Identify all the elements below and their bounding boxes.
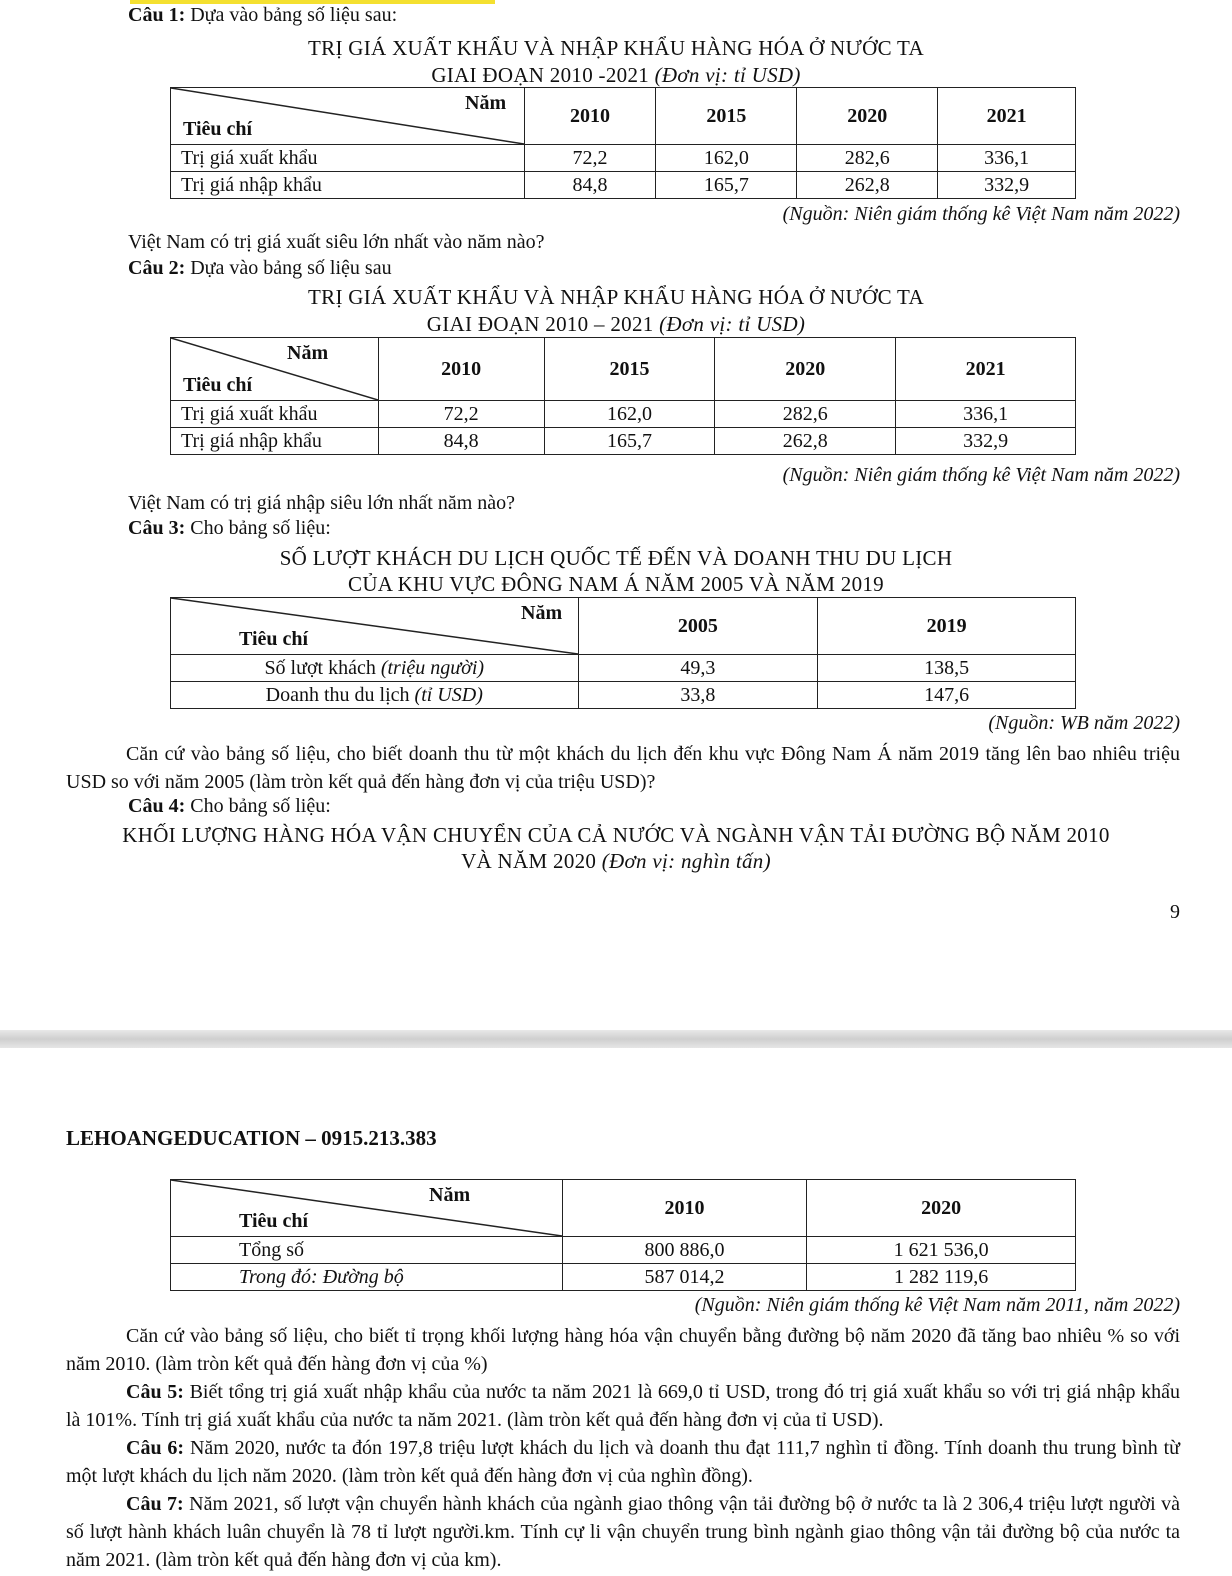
q3-table-subtitle: CỦA KHU VỰC ĐÔNG NAM Á NĂM 2005 VÀ NĂM 2019 bbox=[348, 572, 884, 596]
q2-table bbox=[170, 337, 1076, 455]
table-header-row bbox=[171, 1180, 1076, 1237]
q3-question: Căn cứ vào bảng số liệu, cho biết doanh thu từ một khách du lịch đến khu vực Đông Nam Á năm 2019 tăng lên bao nhiêu triệu USD so với năm 2005 (làm tròn kết quả đến hàng đơn vị của triệu USD)? bbox=[66, 743, 1180, 793]
q1-label: Câu 1: bbox=[128, 4, 186, 26]
year-header: 2020 bbox=[797, 88, 938, 145]
year-header: 2015 bbox=[656, 88, 797, 145]
q2-source: (Nguồn: Niên giám thống kê Việt Nam năm 2022) bbox=[782, 464, 1180, 486]
table-row: Trị giá xuất khẩu 72,2 162,0 282,6 336,1 bbox=[171, 401, 1076, 428]
q4-source: (Nguồn: Niên giám thống kê Việt Nam năm 2011, năm 2022) bbox=[694, 1294, 1180, 1316]
q5-paragraph: Câu 5: Biết tổng trị giá xuất nhập khẩu của nước ta năm 2021 là 669,0 tỉ USD, trong đó trị giá xuất khẩu so với trị giá nhập khẩu là 101%. Tính trị giá xuất khẩu của nước ta năm 2021. (làm tròn kết quả đến hàng đơn vị của tỉ USD). bbox=[66, 1381, 1180, 1431]
table-row: Trong đó: Đường bộ 587 014,2 1 282 119,6 bbox=[171, 1264, 1076, 1291]
year-header: 2010 bbox=[524, 88, 656, 145]
q3-source: (Nguồn: WB năm 2022) bbox=[988, 712, 1180, 734]
q6-paragraph: Câu 6: Năm 2020, nước ta đón 197,8 triệu lượt khách du lịch và doanh thu đạt 111,7 nghìn tỉ đồng. Tính doanh thu trung bình từ một lượt khách du lịch năm 2020. (làm tròn kết quả đến hàng đơn vị của nghìn đồng). bbox=[66, 1437, 1180, 1487]
year-header: 2020 bbox=[715, 338, 896, 401]
q1-intro-line bbox=[128, 4, 397, 27]
q4-intro-line: Câu 4: Cho bảng số liệu: bbox=[128, 795, 331, 817]
table-row: Trị giá xuất khẩu 72,2 162,0 282,6 336,1 bbox=[171, 145, 1076, 172]
table-row: Trị giá nhập khẩu 84,8 165,7 262,8 332,9 bbox=[171, 172, 1076, 199]
q1-table-subtitle: GIAI ĐOẠN 2010 -2021 (Đơn vị: tỉ USD) bbox=[431, 63, 801, 87]
q3-intro-line: Câu 3: Cho bảng số liệu: bbox=[128, 517, 331, 539]
year-header: 2010 bbox=[562, 1180, 807, 1237]
q3-table bbox=[170, 597, 1076, 709]
year-header: 2021 bbox=[896, 338, 1076, 401]
q2-table-subtitle: GIAI ĐOẠN 2010 – 2021 (Đơn vị: tỉ USD) bbox=[426, 312, 806, 336]
q2-intro-line: Câu 2: Dựa vào bảng số liệu sau bbox=[128, 257, 392, 279]
diagonal-header-cell: Năm Tiêu chí bbox=[171, 598, 579, 655]
diagonal-header-cell: Năm Tiêu chí bbox=[171, 338, 379, 401]
q3-table-title: SỐ LƯỢT KHÁCH DU LỊCH QUỐC TẾ ĐẾN VÀ DOANH THU DU LỊCH bbox=[279, 546, 953, 570]
year-header: 2010 bbox=[378, 338, 544, 401]
q4-question: Căn cứ vào bảng số liệu, cho biết tỉ trọng khối lượng hàng hóa vận chuyển bằng đường bộ năm 2020 đã tăng bao nhiêu % so với năm 2010. (làm tròn kết quả đến hàng đơn vị của %) bbox=[66, 1325, 1180, 1375]
q1-source: (Nguồn: Niên giám thống kê Việt Nam năm 2022) bbox=[782, 203, 1180, 225]
table-row: Doanh thu du lịch (tỉ USD) 33,8 147,6 bbox=[171, 682, 1076, 709]
q1-table bbox=[170, 87, 1076, 199]
year-header: 2021 bbox=[938, 88, 1076, 145]
q1-table-title: TRỊ GIÁ XUẤT KHẨU VÀ NHẬP KHẨU HÀNG HÓA Ở NƯỚC TA bbox=[308, 36, 924, 60]
diagonal-header-cell: Năm Tiêu chí bbox=[171, 1180, 563, 1237]
q2-question: Việt Nam có trị giá nhập siêu lớn nhất năm nào? bbox=[128, 492, 516, 514]
page-header-brand: LEHOANGEDUCATION – 0915.213.383 bbox=[66, 1126, 437, 1150]
table-header-row bbox=[171, 598, 1076, 655]
table-row: Tổng số 800 886,0 1 621 536,0 bbox=[171, 1237, 1076, 1264]
q4-table-subtitle: VÀ NĂM 2020 (Đơn vị: nghìn tấn) bbox=[461, 849, 771, 873]
q1-intro: Dựa vào bảng số liệu sau: bbox=[190, 4, 398, 26]
page-number: 9 bbox=[1170, 901, 1180, 923]
q4-table bbox=[170, 1179, 1076, 1291]
table-header-row bbox=[171, 338, 1076, 401]
q7-paragraph: Câu 7: Năm 2021, số lượt vận chuyển hành khách của ngành giao thông vận tải đường bộ ở nước ta là 2 306,4 triệu lượt người và số lượt hành khách luân chuyển là 78 tỉ lượt người.km. Tính cự li vận chuyển trung bình ngành giao thông vận tải đường bộ của nước ta năm 2021. (làm tròn kết quả đến hàng đơn vị của km). bbox=[66, 1493, 1180, 1571]
year-header: 2015 bbox=[544, 338, 715, 401]
year-header: 2020 bbox=[807, 1180, 1076, 1237]
q4-table-title: KHỐI LƯỢNG HÀNG HÓA VẬN CHUYỂN CỦA CẢ NƯỚC VÀ NGÀNH VẬN TẢI ĐƯỜNG BỘ NĂM 2010 bbox=[122, 823, 1110, 847]
table-header-row bbox=[171, 88, 1076, 145]
q1-question: Việt Nam có trị giá xuất siêu lớn nhất vào năm nào? bbox=[128, 231, 545, 253]
table-row: Trị giá nhập khẩu 84,8 165,7 262,8 332,9 bbox=[171, 428, 1076, 455]
year-header: 2005 bbox=[578, 598, 818, 655]
page-10 bbox=[0, 1048, 1232, 1576]
table-row: Số lượt khách (triệu người) 49,3 138,5 bbox=[171, 655, 1076, 682]
q2-table-title: TRỊ GIÁ XUẤT KHẨU VÀ NHẬP KHẨU HÀNG HÓA Ở NƯỚC TA bbox=[308, 285, 924, 309]
page-break-divider bbox=[0, 1030, 1232, 1048]
diagonal-header-cell: Năm Tiêu chí bbox=[171, 88, 525, 145]
year-header: 2019 bbox=[818, 598, 1076, 655]
